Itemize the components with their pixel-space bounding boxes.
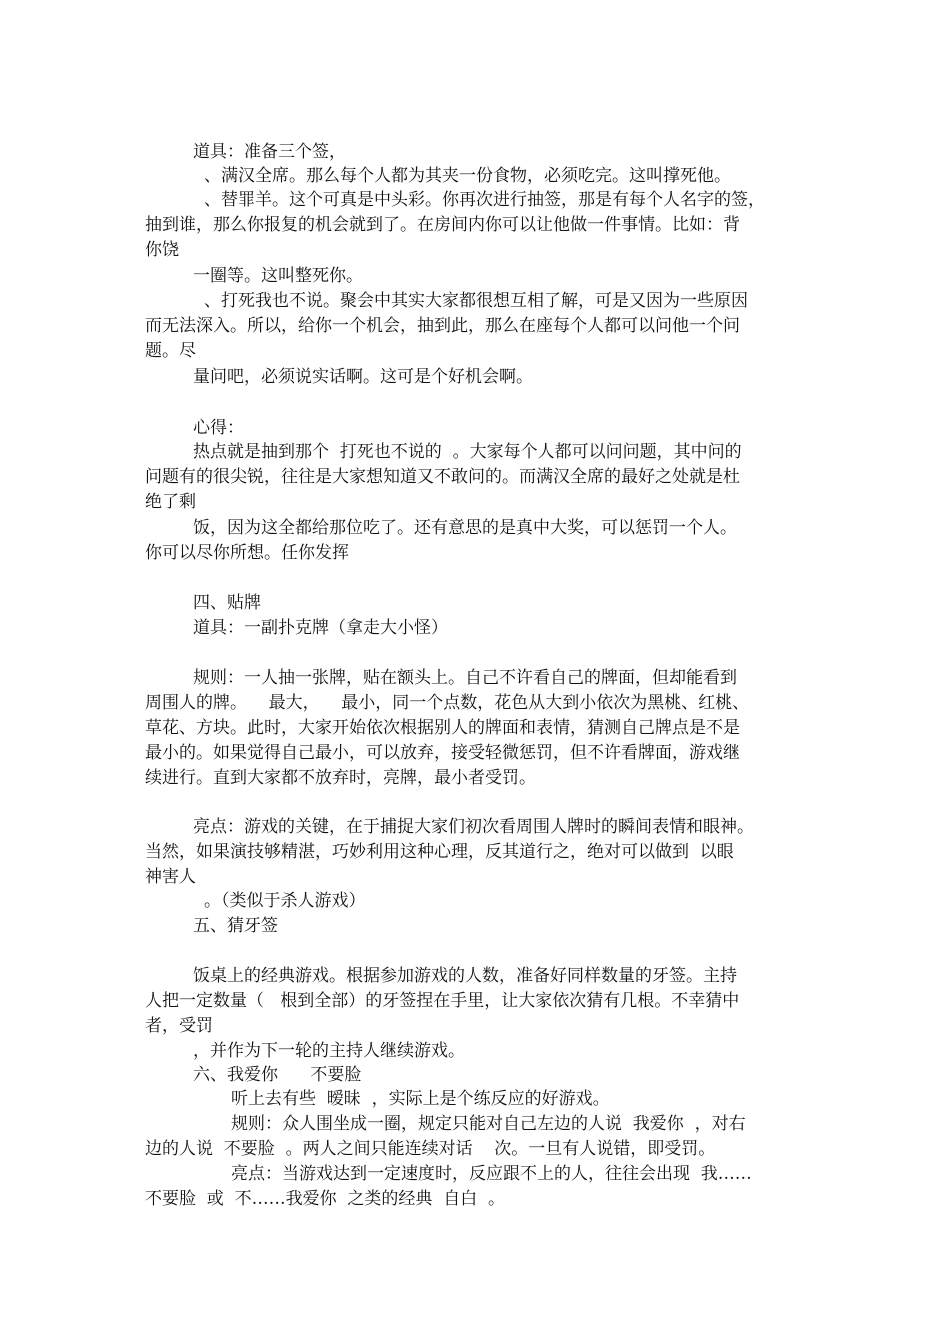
- section-heading: 六、我爱你 不要脸: [193, 1065, 362, 1085]
- text-line: 续进行。直到大家都不放弃时，亮牌，最小者受罚。: [145, 768, 536, 788]
- text-line: 规则：众人围坐成一圈，规定只能对自己左边的人说 我爱你 ，对右: [231, 1114, 746, 1134]
- text-line: 。（类似于杀人游戏）: [204, 891, 366, 911]
- text-line: 问题有的很尖锐，往往是大家想知道又不敢问的。而满汉全席的最好之处就是杜: [145, 467, 740, 487]
- text-line: 你可以尽你所想。任你发挥: [145, 543, 349, 563]
- text-line: 心得：: [193, 418, 244, 438]
- text-line: 绝了剩: [145, 492, 196, 512]
- text-line: 亮点：当游戏达到一定速度时，反应跟不上的人，往往会出现 我……: [231, 1164, 752, 1184]
- text-line: 周围人的牌。 最大， 最小，同一个点数，花色从大到小依次为黑桃、红桃、: [145, 693, 750, 713]
- text-line: 、满汉全席。那么每个人都为其夹一份食物，必须吃完。这叫撑死他。: [204, 166, 731, 186]
- text-line: 量问吧，必须说实话啊。这可是个好机会啊。: [193, 367, 533, 387]
- text-line: 饭桌上的经典游戏。根据参加游戏的人数，准备好同样数量的牙签。主持: [193, 966, 737, 986]
- text-line: 听上去有些 暧昧 ，实际上是个练反应的好游戏。: [231, 1089, 610, 1109]
- section-heading: 五、猜牙签: [193, 916, 278, 936]
- text-line: 最小的。如果觉得自己最小，可以放弃，接受轻微惩罚，但不许看牌面，游戏继: [145, 743, 740, 763]
- text-line: 边的人说 不要脸 。两人之间只能连续对话 次。一旦有人说错，即受罚。: [145, 1139, 716, 1159]
- text-line: 规则：一人抽一张牌，贴在额头上。自己不许看自己的牌面，但却能看到: [193, 668, 737, 688]
- text-line: 不要脸 或 不……我爱你 之类的经典 自白 。: [145, 1189, 506, 1209]
- text-line: 题。尽: [145, 341, 196, 361]
- text-line: 草花、方块。此时，大家开始依次根据别人的牌面和表情，猜测自己牌点是不是: [145, 718, 740, 738]
- text-line: 、替罪羊。这个可真是中头彩。你再次进行抽签，那是有每个人名字的签，: [204, 190, 765, 210]
- text-line: 道具：准备三个签，: [193, 142, 346, 162]
- text-line: 热点就是抽到那个 打死也不说的 。大家每个人都可以问问题，其中问的: [193, 442, 742, 462]
- text-line: 抽到谁，那么你报复的机会就到了。在房间内你可以让他做一件事情。比如：背: [145, 215, 740, 235]
- text-line: 人把一定数量（ 根到全部）的牙签捏在手里，让大家依次猜有几根。不幸猜中: [145, 991, 740, 1011]
- text-line: 你饶: [145, 240, 179, 260]
- text-line: 亮点：游戏的关键，在于捕捉大家们初次看周围人牌时的瞬间表情和眼神。: [193, 817, 754, 837]
- section-heading: 四、贴牌: [193, 593, 261, 613]
- text-line: ，并作为下一轮的主持人继续游戏。: [193, 1041, 465, 1061]
- text-line: 者，受罚: [145, 1016, 213, 1036]
- text-line: 道具：一副扑克牌（拿走大小怪）: [193, 618, 448, 638]
- text-line: 、打死我也不说。聚会中其实大家都很想互相了解，可是又因为一些原因: [204, 291, 748, 311]
- text-line: 饭，因为这全都给那位吃了。还有意思的是真中大奖，可以惩罚一个人。: [193, 518, 737, 538]
- text-line: 一圈等。这叫整死你。: [193, 266, 363, 286]
- text-line: 而无法深入。所以，给你一个机会，抽到此，那么在座每个人都可以问他一个问: [145, 316, 740, 336]
- text-line: 当然，如果演技够精湛，巧妙利用这种心理，反其道行之，绝对可以做到 以眼: [145, 842, 734, 862]
- text-line: 神害人: [145, 867, 196, 887]
